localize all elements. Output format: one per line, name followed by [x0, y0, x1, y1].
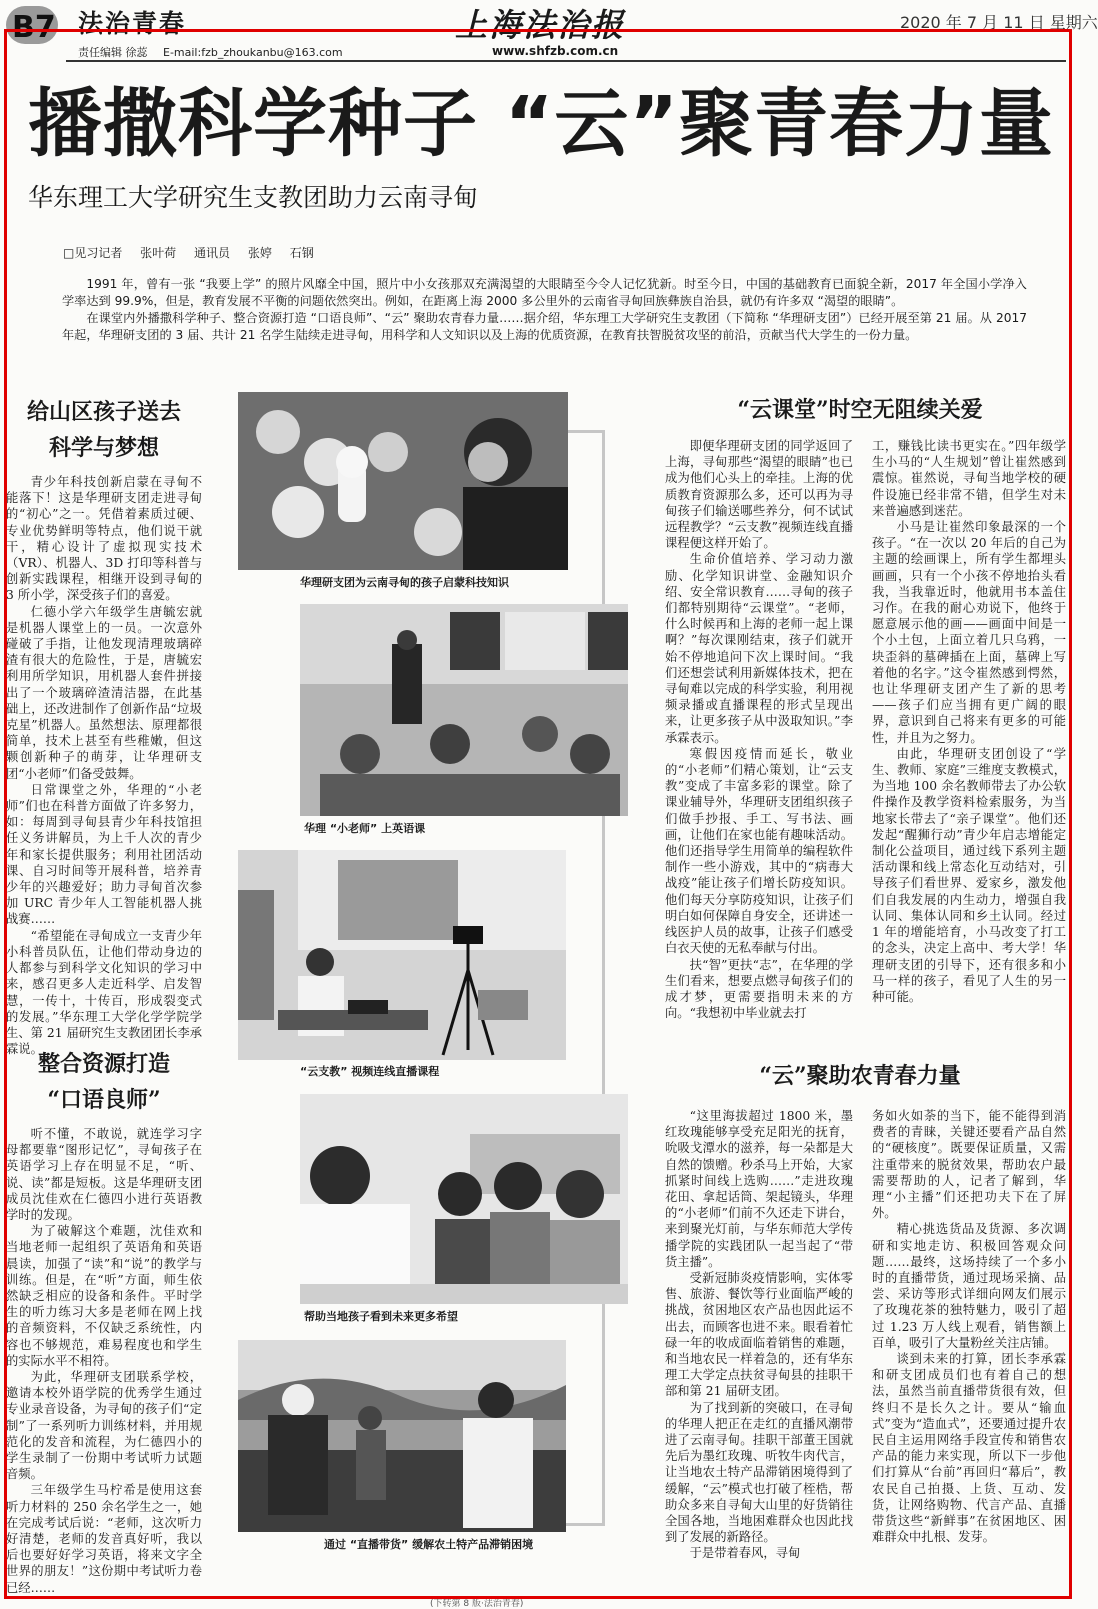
paragraph: 小马是让崔然印象最深的一个孩子。“在一次以 20 年后的自己为主题的绘画课上，所有学生都埋头画画，只有一个小孩不停地抬头看我，当我靠近时，他就用书本盖住习作。在我的耐心劝说下，他终于愿意展示他的画——画面中间是一个小土包，上面立着几只乌鸦，一块歪斜的墓碑插在上面，墓碑上写着他的名字。”这令崔然感到愕然，也让华理研支团产生了新的思考——孩子们应当拥有更广阔的眼界，意识到自己将来有更多的可能性，并且为之努力。: [872, 520, 1066, 745]
section-heading-cloud-class: [660, 392, 1060, 428]
lead-paragraph-2: 在课堂内外播撒科学种子、整合资源打造 “口语良师”、“云” 聚助农青春力量……据介绍，华东理工大学研究生支教团（下简称 “华理研支团”）已经开展至第 21 届。从 2017 年起，华理研支团的 3 届、共计 21 名学生陆续走进寻甸，用科学和人文知识以及上海的优质资源，在教育扶智脱贫攻坚的前沿，贡献当代大学生的一份力量。: [62, 311, 1027, 342]
section-text-farm-aid: [665, 1108, 853, 1590]
paragraph: 为此，华理研支团联系学校，邀请本校外语学院的优秀学生通过专业录音设备，为寻甸的孩子们“定制”了一系列听力训练材料，并用规范化的发音和流程，为仁德四小的学生录制了一份期中考试听力试题音频。: [6, 1370, 202, 1482]
section-text-cloud-class: [665, 438, 853, 1050]
paragraph: “这里海拔超过 1800 米，墨红玫瑰能够享受充足阳光的抚育，吮吸戈潭水的滋养，每一朵都是大自然的馈赠。秒杀马上开始，大家抓紧时间线上选购……”走进玫瑰花田、拿起话筒、架起镜头，华理的“小老师”们前不久还走下讲台，来到聚光灯前，与华东师范大学传播学院的实践团队一起当起了“带货主播”。: [665, 1109, 853, 1269]
paragraph: 仁德小学六年级学生唐毓宏就是机器人课堂上的一员。一次意外碰破了手指，让他发现清理玻璃碎渣有很大的危险性，于是，唐毓宏利用所学知识，用机器人套件拼接出了一个玻璃碎渣清洁器，在此基础上，还改进制作了创新作品“垃圾克星”机器人。虽然想法、原理都很简单，技术上甚至有些稚嫩，但这颗创新种子的萌芽，让华理研支团“小老师”们备受鼓舞。: [6, 604, 202, 781]
byline-reporter: 张叶荷: [140, 246, 177, 260]
header-rule: [66, 60, 1066, 62]
section-text-science: [6, 474, 202, 1057]
paragraph: 即便华理研支团的同学返回了上海，寻甸那些“渴望的眼睛”也已成为他们心头上的牵挂。上海的优质教育资源那么多，还可以再为寻甸孩子们输送哪些养分，何不试试远程教学？“云支教”视频连线直播课程便这样开始了。: [665, 439, 853, 551]
heading-line: “口语良师”: [47, 1087, 161, 1113]
heading-line: 给山区孩子送去: [26, 399, 181, 425]
photo-image: [238, 850, 566, 1060]
paragraph: 为了找到新的突破口，在寻甸的华理人把正在走红的直播风潮带进了云南寻甸。挂职干部董王国就先后为墨红玫瑰、听牧牛肉代言，让当地农土特产品滞销困境得到了缓解，“云”模式也打破了桎梏，帮助众多来自寻甸大山里的好货销往全国各地，当地困难群众也因此找到了发展的新路径。: [665, 1400, 853, 1545]
photo-students-hope: [300, 1094, 628, 1304]
paragraph: 由此，华理研支团创设了“学生、教师、家庭”三维度支教模式，为当地 100 余名教师带去了办公软件操作及教学资料检索服务，为当地家长带去了“亲子课堂”。他们还发起“醒狮行动”青少年启志增能定制化公益项目，通过线下系列主题活动课和线上常态化互动结对，引导孩子们看世界、爱家乡，激发他们自我发展的内生动力，增强自我认同、集体认同和乡土认同。经过 1 年的增能培育，小马改变了打工的念头，决定上高中、考大学！华理研支团的引导下，还有很多和小马一样的孩子，看见了人生的另一种可能。: [872, 746, 1066, 1004]
byline-correspondent-1: 张婷: [247, 246, 272, 260]
photo-caption: “云支教” 视频连线直播课程: [300, 1065, 440, 1078]
section-name: 法治青春: [78, 9, 187, 38]
byline-correspondent-2: 石钢: [289, 246, 314, 260]
paragraph: 精心挑选货品及货源、多次调研和实地走访、积极回答观众问题……最终，这场持续了一个多小时的直播带货，通过现场采摘、品尝、采访等形式详细向网友们展示了玫瑰花茶的独特魅力，吸引了超过 1.23 万人线上观看，销售额上百单，吸引了大量粉丝关注店铺。: [872, 1222, 1066, 1350]
byline-correspondent-label: 通讯员: [194, 246, 231, 260]
continuation-note: (下转第 8 版·法治青春): [430, 1599, 524, 1609]
editor-line: [78, 44, 355, 60]
newspaper-masthead: 上海法治报: [455, 6, 626, 44]
byline: [63, 244, 328, 261]
editor-email: E-mail:fzb_zhoukanbu@163.com: [163, 46, 343, 59]
paragraph: 扶“智”更扶“志”，在华理的学生们看来，想要点燃寻甸孩子们的成才梦，更需要指明未来的方向。“我想初中毕业就去打: [665, 957, 853, 1021]
paragraph: 于是带着春风，寻甸: [689, 1546, 801, 1561]
paragraph: 工，赚钱比读书更实在。”四年级学生小马的“人生规划”曾让崔然感到震惊。崔然说，寻甸当地学校的硬件设施已经非常不错，但学生对未来普遍感到迷茫。: [872, 439, 1066, 518]
issue-date: 2020 年 7 月 11 日 星期六: [900, 13, 1098, 32]
photo-image: [300, 1094, 628, 1304]
photo-image: [238, 1340, 566, 1532]
photo-caption: 华理 “小老师” 上英语课: [304, 822, 426, 835]
section-text-cloud-class-cont: [872, 438, 1066, 1050]
photo-image: [238, 392, 568, 570]
photo-english-class: [300, 604, 628, 816]
lead-paragraph-1: 1991 年，曾有一张 “我要上学” 的照片风靡全中国，照片中小女孩那双充满渴望的大眼睛至今令人记忆犹新。时至今日，中国的基础教育已面貌全新，2017 年全国小学净入学率达到 99.9%，但是，教育发展不平衡的问题依然突出。例如，在距离上海 2000 多公里外的云南省寻甸回族彝族自治县，就仍有许多双 “渴望的眼睛”。: [62, 277, 1027, 308]
paragraph: “希望能在寻甸成立一支青少年小科普员队伍，让他们带动身边的人都参与到科学文化知识的学习中来，感召更多人走近科学、启发智慧，一传十，十传百，形成裂变式的发展。”华东理工大学化学学院学生、第 21 届研究生支教团团长李承霖说。: [6, 928, 202, 1057]
photo-cloud-teaching: [238, 850, 566, 1060]
heading-line: 整合资源打造: [37, 1051, 170, 1077]
page-number-badge: [4, 2, 64, 48]
photo-caption: 帮助当地孩子看到未来更多希望: [304, 1310, 458, 1323]
paragraph: 听不懂，不敢说，就连学习字母都要靠“图形记忆”，寻甸孩子在英语学习上存在明显不足，“听、说、读”都是短板。这是华理研支团成员沈佳欢在仁德四小进行英语教学时的发现。: [6, 1127, 202, 1223]
paragraph: 受新冠肺炎疫情影响，实体零售、旅游、餐饮等行业面临严峻的挑战，贫困地区农产品也因此运不出去，而顾客也进不来。眼看着忙碌一年的收成面临着销售的难题，和当地农民一样着急的，还有华东理工大学定点扶贫寻甸县的挂职干部和第 21 届研支团。: [665, 1271, 853, 1399]
photo-live-selling: [238, 1340, 566, 1532]
heading-line: “云”聚助农青春力量: [759, 1063, 961, 1089]
website-link[interactable]: www.shfzb.com.cn: [492, 44, 619, 58]
article-headline: 播撒科学种子 “云”聚青春力量: [28, 81, 1055, 167]
section-text-tutor: [6, 1126, 202, 1595]
article-subheadline: 华东理工大学研究生支教团助力云南寻甸: [28, 183, 479, 212]
photo-caption: 华理研支团为云南寻甸的孩子启蒙科技知识: [300, 576, 509, 589]
heading-line: “云课堂”时空无阻续关爱: [737, 397, 983, 423]
paragraph: 谈到未来的打算，团长李承霖和研支团成员们也有着自己的想法，虽然当前直播带货很有效，但终归不是长久之计。要从“输血式”变为“造血式”，还要通过提升农民自主运用网络手段宣传和销售农产品的能力来实现，所以下一步他们打算从“台前”再回归“幕后”，教农民自己拍摄、上货、互动、发货，让网络购物、代言产品、直播带货这些“新鲜事”在贫困地区、困难群众中扎根、发芽。: [872, 1352, 1066, 1545]
page-badge-shape: [4, 2, 64, 48]
paragraph: 寒假因疫情而延长，敬业的“小老师”们精心策划，让“云支教”变成了丰富多彩的课堂。除了课业辅导外，华理研支团组织孩子们做手抄报、手工、写书法、画画，让他们在家也能有趣味活动。他们还指导学生用简单的编程软件制作一些小游戏，其中的“病毒大战疫”能让孩子们增长防疫知识。他们每天分享防疫知识，让孩子们明白如何保障自身安全，还讲述一线医护人员的故事，让孩子们感受白衣天使的无私奉献与付出。: [665, 746, 853, 956]
paragraph: 为了破解这个难题，沈佳欢和当地老师一起组织了英语角和英语晨读，加强了“读”和“说”的教学与训练。但是，在“听”方面，师生依然缺乏相应的设备和条件。平时学生的听力练习大多是老师在网上找的音频资料，不仅缺乏系统性，内容也不够规范，难易程度也和学生的实际水平不相符。: [6, 1224, 202, 1368]
paragraph: 三年级学生马柠希是使用这套听力材料的 250 余名学生之一，她在完成考试后说：“老师，这次听力好清楚，老师的发音真好听，我以后也要好好学习英语，将来文字全世界的朋友！”这份期中考试听力卷已经……: [6, 1483, 202, 1595]
paragraph: 日常课堂之外，华理的“小老师”们也在科普方面做了许多努力，如：每周到寻甸县青少年科技馆担任义务讲解员，为上千人次的青少年和家长提供服务；利用社团活动课、自习时间等开展科普，培养青少年的兴趣爱好；助力寻甸首次参加 URC 青少年人工智能机器人挑战赛……: [6, 782, 202, 927]
photo-science-class: [238, 392, 568, 570]
photo-caption: 通过 “直播带货” 缓解农土特产品滞销困境: [324, 1538, 534, 1551]
section-heading-science: [4, 394, 204, 466]
section-heading-farm-aid: [660, 1058, 1060, 1094]
page-number: B7: [12, 10, 56, 45]
heading-line: 科学与梦想: [48, 435, 159, 461]
paragraph: 生命价值培养、学习动力激励、化学知识讲堂、金融知识介绍、安全常识教育……寻甸的孩子们都特别期待“云课堂”。“老师，什么时候再和上海的老师一起上课啊？”每次课刚结束，孩子们就开始不停地追问下次上课时间。“我们还想尝试利用新媒体技术，把在寻甸难以完成的科学实验，利用视频录播或直播课程的形式呈现出来，让更多孩子从中汲取知识。”李承霖表示。: [665, 552, 853, 745]
paragraph: 青少年科技创新启蒙在寻甸不能落下！这是华理研支团走进寻甸的“初心”之一。凭借着素质过硬、专业优势鲜明等特点，他们说干就干，精心设计了虚拟现实技术（VR）、机器人、3D 打印等科普与创新实践课程，相继开设到寻甸的 3 所小学，深受孩子们的喜爱。: [6, 475, 202, 603]
section-heading-tutor: [4, 1046, 204, 1118]
section-text-farm-aid-cont: [872, 1108, 1066, 1590]
photo-image: [300, 604, 628, 816]
paragraph: 务如火如荼的当下，能不能得到消费者的青睐，关键还要看产品自然的“硬核度”。既要保证质量，又需注重带来的脱贫效果，帮助农户最需要帮助的人，记者了解到，华理“小主播”们还把功夫下在了屏外。: [872, 1109, 1066, 1221]
byline-reporter-label: □见习记者: [63, 246, 123, 260]
editor-name: 责任编辑 徐蕊: [78, 46, 148, 59]
